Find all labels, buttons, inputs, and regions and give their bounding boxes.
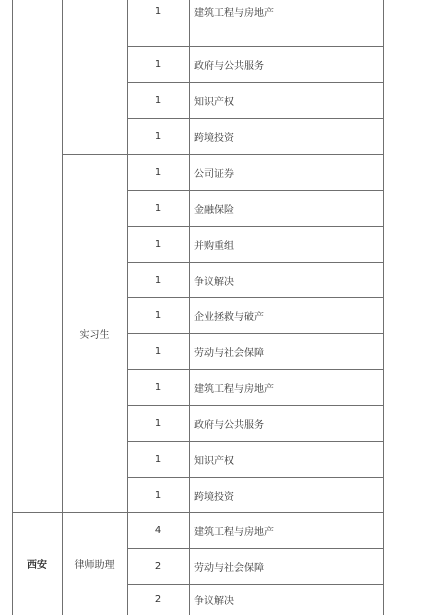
practice-area-cell: 政府与公共服务 xyxy=(194,419,264,431)
headcount-cell: 4 xyxy=(154,524,162,536)
headcount-cell: 2 xyxy=(154,594,162,605)
headcount-cell: 1 xyxy=(154,489,162,501)
practice-area-cell: 建筑工程与房地产 xyxy=(194,526,274,538)
headcount-cell: 1 xyxy=(154,166,162,178)
headcount-cell: 1 xyxy=(154,202,162,214)
headcount-cell: 1 xyxy=(154,417,162,429)
practice-area-cell: 政府与公共服务 xyxy=(194,60,264,72)
position-cell: 律师助理 xyxy=(74,560,115,571)
practice-area-cell: 知识产权 xyxy=(194,455,234,467)
practice-area-cell: 劳动与社会保障 xyxy=(194,562,264,574)
position-cell: 实习生 xyxy=(79,330,110,341)
practice-area-cell: 建筑工程与房地产 xyxy=(194,383,274,395)
headcount-cell: 1 xyxy=(154,274,162,286)
practice-area-cell: 金融保险 xyxy=(194,204,234,216)
headcount-cell: 1 xyxy=(154,381,162,393)
practice-area-cell: 知识产权 xyxy=(194,96,234,108)
practice-area-cell: 争议解决 xyxy=(194,276,234,288)
headcount-cell: 1 xyxy=(154,94,162,106)
city-cell: 西安 xyxy=(27,560,47,571)
city-cell xyxy=(12,0,62,513)
practice-area-cell: 跨境投资 xyxy=(194,491,234,503)
practice-area-cell: 跨境投资 xyxy=(194,132,234,144)
table-vertical-rule xyxy=(383,0,384,615)
practice-area-cell: 争议解决 xyxy=(194,596,234,607)
headcount-cell: 1 xyxy=(154,5,162,17)
headcount-cell: 1 xyxy=(154,238,162,250)
practice-area-cell: 劳动与社会保障 xyxy=(194,347,264,359)
headcount-cell: 2 xyxy=(154,560,162,572)
practice-area-cell: 建筑工程与房地产 xyxy=(194,7,274,19)
headcount-cell: 1 xyxy=(154,345,162,357)
practice-area-cell: 公司证券 xyxy=(194,168,234,180)
headcount-cell: 1 xyxy=(154,453,162,465)
practice-area-cell: 企业拯救与破产 xyxy=(194,311,264,323)
headcount-cell: 1 xyxy=(154,309,162,321)
practice-area-cell: 并购重组 xyxy=(194,240,234,252)
headcount-cell: 1 xyxy=(154,58,162,70)
headcount-cell: 1 xyxy=(154,130,162,142)
position-cell xyxy=(62,0,127,154)
